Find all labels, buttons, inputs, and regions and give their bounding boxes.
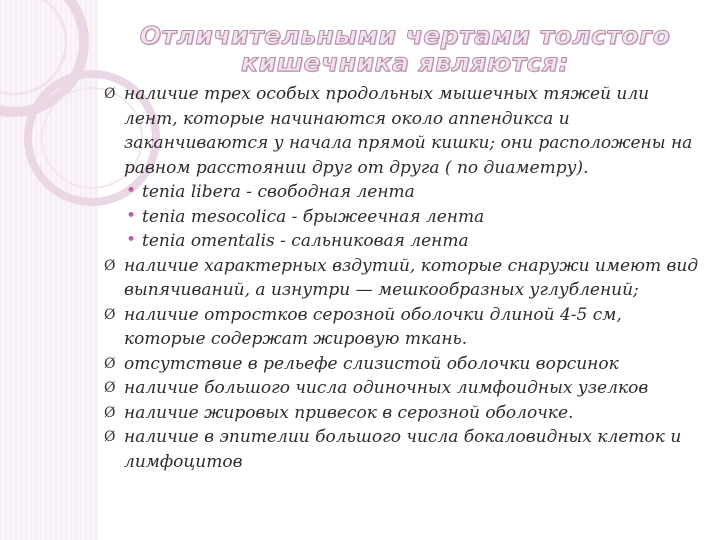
dot-bullet-icon: • — [126, 205, 137, 226]
list-item-text: наличие жировых привесок в серозной оболочке. — [124, 402, 574, 423]
list-item-text: наличие трех особых продольных мышечных тяжей или лент, которые начинаются около аппендикса и заканчиваются у начала прямой кишки; они расположены на равном расстоянии друг от друга ( по диаметру). — [124, 84, 693, 178]
list-item — [104, 82, 704, 180]
list-item — [104, 376, 704, 401]
sub-item-text: tenia mesocolica - брыжеечная лента — [142, 206, 485, 227]
list-item — [104, 352, 704, 377]
list-item-text: наличие в эпителии большого числа бокаловидных клеток и лимфоцитов — [124, 427, 682, 472]
arrow-bullet-icon: Ø — [104, 306, 116, 323]
sub-list-item — [104, 205, 704, 230]
arrow-bullet-icon: Ø — [104, 86, 116, 102]
arrow-bullet-icon: Ø — [104, 355, 116, 372]
arrow-bullet-icon: Ø — [104, 380, 116, 396]
title-line-2: кишечника являются: — [241, 48, 569, 77]
list-item — [104, 303, 704, 352]
list-item — [104, 425, 704, 474]
list-item — [104, 254, 704, 303]
list-item — [104, 401, 704, 426]
arrow-bullet-icon: Ø — [104, 429, 116, 445]
sub-item-text: tenia omentalis - сальниковая лента — [142, 231, 469, 251]
sub-item-text: tenia libera - свободная лента — [142, 182, 415, 202]
arrow-bullet-icon: Ø — [104, 404, 116, 421]
list-item-text: отсутствие в рельефе слизистой оболочки ворсинок — [124, 353, 619, 374]
sub-list-item — [104, 229, 704, 254]
list-item-text: наличие характерных вздутий, которые снаружи имеют вид выпячиваний, а изнутри — мешкообразных углублений; — [124, 255, 699, 300]
dot-bullet-icon: • — [126, 230, 137, 250]
arrow-bullet-icon: Ø — [104, 257, 116, 274]
list-item-text: наличие отростков серозной оболочки длиной 4-5 см, которые содержат жировую ткань. — [124, 304, 622, 349]
title-line-1: Отличительными чертами толстого — [139, 21, 671, 50]
slide-title — [120, 22, 690, 76]
sub-list-item — [104, 180, 704, 205]
dot-bullet-icon: • — [126, 181, 137, 201]
bullet-list — [104, 82, 704, 474]
list-item-text: наличие большого числа одиночных лимфоидных узелков — [124, 378, 649, 398]
